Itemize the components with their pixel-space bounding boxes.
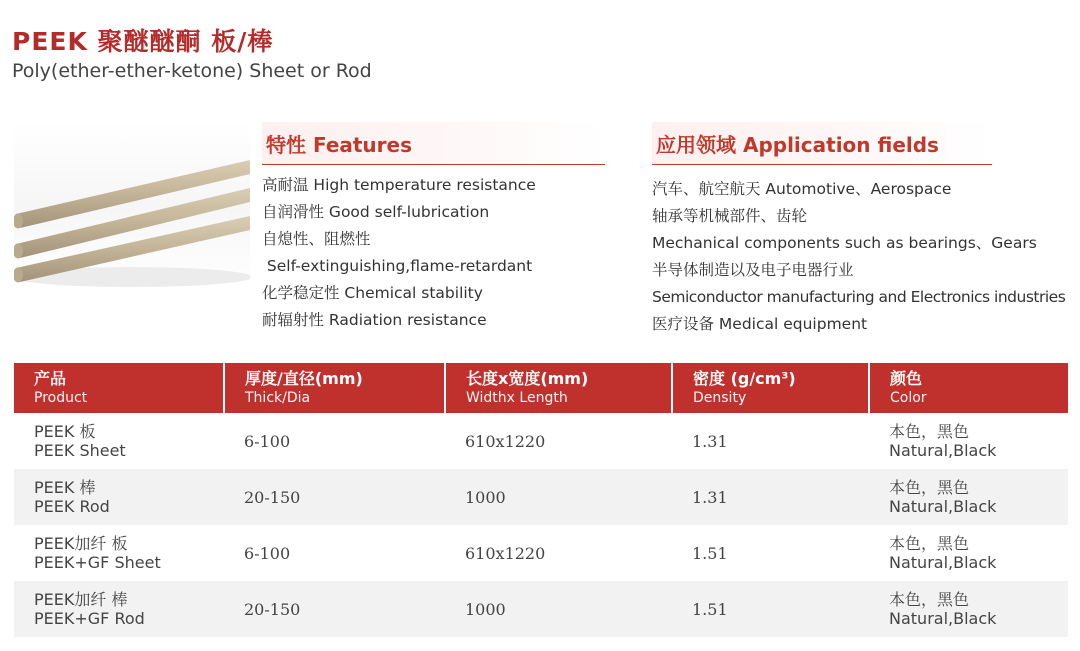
header-en-label: Color bbox=[890, 390, 927, 406]
cell-color bbox=[869, 581, 1068, 637]
header-thickness bbox=[224, 363, 445, 413]
feature-item: 高耐温 High temperature resistance bbox=[262, 176, 536, 194]
feature-item: 自熄性、阻燃性 bbox=[262, 230, 371, 248]
product-cn: PEEK加纤 棒 bbox=[34, 590, 128, 609]
cell-product bbox=[14, 413, 224, 469]
applications-heading: 应用领域 Application fields bbox=[652, 122, 992, 165]
color-en: Natural,Black bbox=[889, 609, 997, 628]
color-en: Natural,Black bbox=[889, 553, 997, 572]
cell-size: 610x1220 bbox=[465, 431, 546, 451]
color-cn: 本色，黑色 bbox=[889, 534, 970, 553]
application-item: Semiconductor manufacturing and Electronics industries bbox=[652, 288, 1066, 306]
header-cn-label: 产品 bbox=[34, 369, 67, 388]
cell-density: 1.31 bbox=[692, 431, 728, 451]
table-row bbox=[14, 469, 1068, 525]
header-cn-label: 颜色 bbox=[890, 369, 923, 388]
product-cn: PEEK 棒 bbox=[34, 478, 96, 497]
page-title: PEEK 聚醚醚酮 板/棒 bbox=[12, 27, 274, 56]
product-en: PEEK Sheet bbox=[34, 441, 126, 460]
features-heading: 特性 Features bbox=[262, 122, 605, 165]
header-en-label: Widthx Length bbox=[466, 390, 568, 406]
application-item: Mechanical components such as bearings、Gears bbox=[652, 234, 1037, 252]
color-cn: 本色，黑色 bbox=[889, 422, 970, 441]
color-cn: 本色，黑色 bbox=[889, 590, 970, 609]
table-row bbox=[14, 413, 1068, 469]
cell-size: 1000 bbox=[445, 469, 672, 525]
header-en-label: Density bbox=[693, 390, 747, 406]
peek-rods-image bbox=[14, 122, 250, 290]
cell-product bbox=[14, 581, 224, 637]
product-en: PEEK Rod bbox=[34, 497, 110, 516]
features-section bbox=[262, 122, 605, 334]
cell-size: 610x1220 bbox=[465, 543, 546, 563]
header-en-label: Thick/Dia bbox=[245, 390, 311, 406]
cell-color bbox=[869, 469, 1068, 525]
header-color bbox=[869, 363, 1068, 413]
applications-list bbox=[652, 176, 1066, 338]
cell-thickness: 20-150 bbox=[224, 581, 445, 637]
product-en: PEEK+GF Rod bbox=[34, 609, 145, 628]
header-product bbox=[14, 363, 224, 413]
cell-color bbox=[869, 413, 1068, 469]
cell-thickness: 6-100 bbox=[244, 431, 291, 451]
application-item: 半导体制造以及电子电器行业 bbox=[652, 261, 854, 279]
feature-item: 耐辐射性 Radiation resistance bbox=[262, 311, 487, 329]
page-subtitle: Poly(ether-ether-ketone) Sheet or Rod bbox=[12, 60, 372, 82]
cell-product bbox=[14, 525, 224, 581]
feature-item: Self-extinguishing,flame-retardant bbox=[262, 257, 533, 275]
application-item: 医疗设备 Medical equipment bbox=[652, 315, 868, 333]
product-cn: PEEK加纤 板 bbox=[34, 534, 128, 553]
header-en-label: Product bbox=[34, 390, 88, 406]
feature-item: 自润滑性 Good self-lubrication bbox=[262, 203, 490, 221]
product-en: PEEK+GF Sheet bbox=[34, 553, 161, 572]
cell-density: 1.51 bbox=[692, 543, 728, 563]
cell-density: 1.31 bbox=[672, 469, 869, 525]
color-en: Natural,Black bbox=[889, 441, 997, 460]
cell-product bbox=[14, 469, 224, 525]
table-row bbox=[14, 525, 1068, 581]
application-item: 汽车、航空航天 Automotive、Aerospace bbox=[652, 180, 952, 198]
product-cn: PEEK 板 bbox=[34, 422, 96, 441]
color-en: Natural,Black bbox=[889, 497, 997, 516]
cell-color bbox=[869, 525, 1068, 581]
color-cn: 本色，黑色 bbox=[889, 478, 970, 497]
cell-thickness: 6-100 bbox=[244, 543, 291, 563]
table-header-row bbox=[14, 363, 1068, 413]
cell-density: 1.51 bbox=[672, 581, 869, 637]
header-size bbox=[445, 363, 672, 413]
header-cn-label: 厚度/直径(mm) bbox=[245, 369, 363, 388]
spec-table bbox=[14, 363, 1068, 637]
feature-item: 化学稳定性 Chemical stability bbox=[262, 284, 483, 302]
header-cn-label: 长度x宽度(mm) bbox=[466, 369, 589, 388]
features-list bbox=[262, 172, 605, 334]
cell-size: 1000 bbox=[445, 581, 672, 637]
application-item: 轴承等机械部件、齿轮 bbox=[652, 207, 808, 225]
header-cn-label: 密度 (g/cm³) bbox=[693, 369, 796, 388]
header-density bbox=[672, 363, 869, 413]
table-row bbox=[14, 581, 1068, 637]
applications-section bbox=[652, 122, 1066, 338]
cell-thickness: 20-150 bbox=[224, 469, 445, 525]
